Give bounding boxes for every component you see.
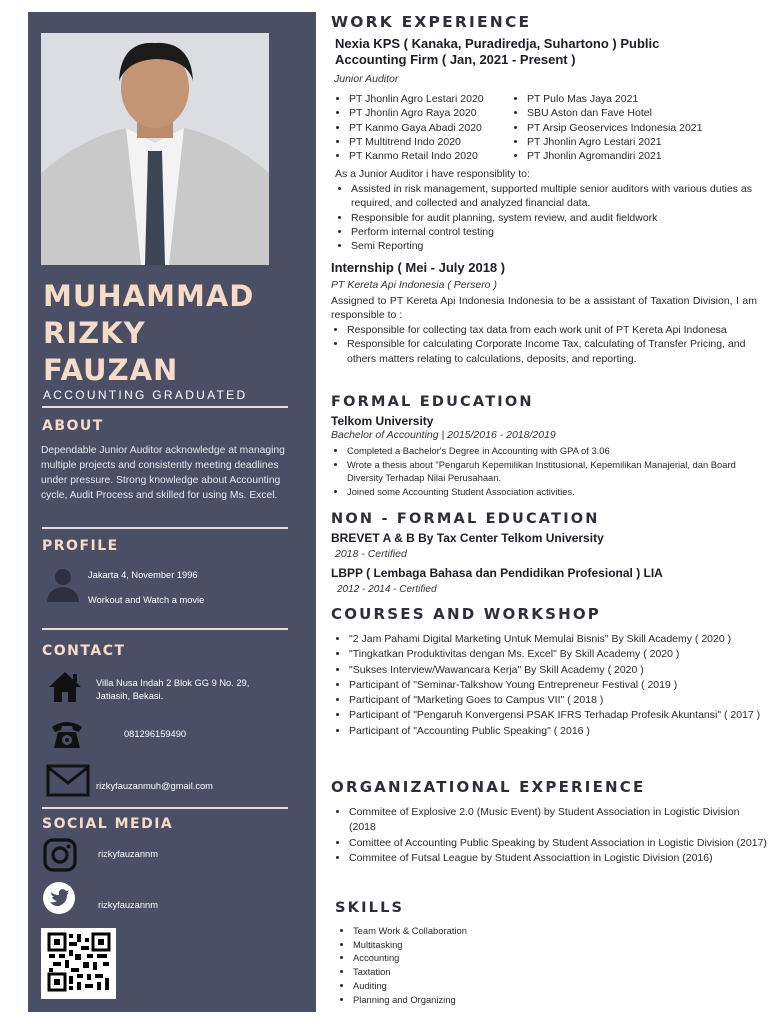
list-item: • PT Jhonlin Agromandiri 2021: [527, 149, 768, 163]
list-item: • Team Work & Collaboration: [353, 924, 653, 938]
instagram-icon: [43, 838, 77, 877]
school-name: Telkom University: [331, 414, 434, 428]
list-item: • PT Pulo Mas Jaya 2021: [527, 92, 768, 106]
internship-title: Internship ( Mei - July 2018 ): [331, 260, 506, 275]
org-line-1: Nexia KPS ( Kanaka, Puradiredja, Suhartono ) Public: [335, 36, 660, 51]
profile-photo: [41, 33, 269, 265]
list-item: • Responsible for audit planning, system review, and audit fieldwork: [351, 211, 768, 225]
clients-left-list: [333, 92, 529, 163]
nonformal-item-1: BREVET A & B By Tax Center Telkom University: [331, 531, 604, 545]
organizational-experience-list: [333, 805, 768, 866]
name-line-1: MUHAMMAD: [43, 279, 255, 313]
profile-title: PROFILE: [42, 538, 119, 554]
list-item: • Participant of "Marketing Goes to Campus VII" ( 2018 ): [349, 693, 763, 708]
divider: [42, 807, 288, 809]
list-item: • "Tingkatkan Produktivitas dengan Ms. Excel" By Skill Academy ( 2020 ): [349, 647, 763, 662]
list-item: • Wrote a thesis about "Pengaruh Kepemilikan Institusional, Kepemilikan Manajerial, dan Board Diversity Terhadap Nilai Perusahaan.: [347, 458, 768, 485]
formal-education-list: [331, 444, 768, 499]
non-formal-education-title: NON - FORMAL EDUCATION: [331, 511, 600, 527]
name-line-3: FAUZAN: [43, 353, 179, 387]
courses-list: [333, 632, 763, 739]
list-item: • Comittee of Accounting Public Speaking by Student Association in Logistic Division (2017): [349, 836, 768, 851]
responsibility-intro: As a Junior Auditor i have responsiblity to:: [335, 168, 530, 180]
clients-right-list: [511, 92, 768, 163]
work-experience-title: WORK EXPERIENCE: [331, 13, 532, 31]
list-item: • Semi Reporting: [351, 239, 768, 253]
list-item: • PT Arsip Geoservices Indonesia 2021: [527, 121, 768, 135]
list-item: • Participant of "Accounting Public Speaking" ( 2016 ): [349, 724, 763, 739]
list-item: • PT Jhonlin Agro Raya 2020: [349, 106, 529, 120]
responsibility-list: [335, 182, 768, 253]
nonformal-item-1-year: 2018 - Certified: [335, 548, 407, 560]
nonformal-item-2: LBPP ( Lembaga Bahasa dan Pendidikan Profesional ) LIA: [331, 566, 663, 580]
phone-icon: [49, 717, 85, 756]
work-organization: [335, 36, 659, 68]
list-item: • Commitee of Explosive 2.0 (Music Event) by Student Association in Logistic Division (2018: [349, 805, 768, 836]
list-item: • "2 Jam Pahami Digital Marketing Untuk Memulai Bisnis" By Skill Academy ( 2020 ): [349, 632, 763, 647]
list-item: • Taxtation: [353, 965, 653, 979]
sidebar: [28, 12, 316, 1012]
list-item: • Completed a Bachelor's Degree in Accounting with GPA of 3.06: [347, 444, 768, 458]
person-name: [43, 278, 254, 389]
list-item: • Accounting: [353, 951, 653, 965]
list-item: • "Sukses Interview/Wawancara Kerja" By Skill Academy ( 2020 ): [349, 663, 763, 678]
list-item: • PT Kanmo Retail Indo 2020: [349, 149, 529, 163]
courses-title: COURSES AND WORKSHOP: [331, 605, 601, 623]
skills-list: [337, 924, 653, 1006]
list-item: • Commitee of Futsal League by Student Associattion in Logistic Division (2016): [349, 851, 768, 866]
divider: [42, 628, 288, 630]
twitter-handle[interactable]: rizkyfauzannm: [98, 900, 158, 910]
list-item: • PT Multitrend Indo 2020: [349, 135, 529, 149]
list-item: • Perform internal control testing: [351, 225, 768, 239]
list-item: • Responsible for calculating Corporate Income Tax, calculating of Transfer Pricing, and others matters relating to calculations, deposits, and reporting.: [347, 337, 768, 366]
twitter-icon: [42, 881, 76, 920]
internship-intro: Assigned to PT Kereta Api Indonesia Indonesia to be a assistant of Taxation Division, I am responsible to :: [331, 295, 757, 321]
list-item: • Joined some Accounting Student Association activities.: [347, 485, 768, 499]
degree-info: Bachelor of Accounting | 2015/2016 - 2018/2019: [331, 429, 556, 441]
internship-company: PT Kereta Api Indonesia ( Persero ): [331, 279, 497, 291]
list-item: • SBU Aston dan Fave Hotel: [527, 106, 768, 120]
home-icon: [47, 670, 83, 709]
hobby-info: Workout and Watch a movie: [88, 595, 205, 605]
address-line-1: Villa Nusa Indah 2 Blok GG 9 No. 29,: [96, 678, 250, 688]
qr-code: [41, 928, 116, 999]
birth-info: Jakarta 4, November 1996: [88, 570, 198, 580]
list-item: • Responsible for collecting tax data from each work unit of PT Kereta Api Indonesa: [347, 323, 768, 337]
list-item: • PT Kanmo Gaya Abadi 2020: [349, 121, 529, 135]
address-line-2: Jatiasih, Bekasi.: [96, 691, 164, 701]
list-item: • Participant of "Pengaruh Konvergensi PSAK IFRS Terhadap Profesik Akuntansi" ( 2017 ): [349, 708, 763, 723]
phone-number[interactable]: 081296159490: [124, 729, 187, 739]
divider: [42, 406, 288, 408]
nonformal-item-2-year: 2012 - 2014 - Certified: [337, 584, 437, 595]
list-item: • Multitasking: [353, 938, 653, 952]
divider: [42, 527, 288, 529]
list-item: • PT Jhonlin Agro Lestari 2020: [349, 92, 529, 106]
internship-list: [331, 323, 768, 366]
social-media-title: SOCIAL MEDIA: [42, 816, 174, 832]
org-line-2: Accounting Firm ( Jan, 2021 - Present ): [335, 52, 576, 67]
instagram-handle[interactable]: rizkyfauzannm: [98, 849, 158, 859]
list-item: • Planning and Organizing: [353, 993, 653, 1007]
formal-education-title: FORMAL EDUCATION: [331, 394, 534, 410]
skills-title: SKILLS: [335, 900, 405, 916]
list-item: • Assisted in risk management, supported multiple senior auditors with various duties as required, and collected and analyzed financial data.: [351, 182, 768, 211]
name-line-2: RIZKY: [43, 316, 146, 350]
email-icon: [46, 764, 90, 802]
about-title: ABOUT: [42, 418, 104, 434]
job-subtitle: ACCOUNTING GRADUATED: [43, 388, 248, 402]
list-item: • Auditing: [353, 979, 653, 993]
organizational-experience-title: ORGANIZATIONAL EXPERIENCE: [331, 778, 646, 796]
contact-title: CONTACT: [42, 643, 126, 659]
work-role: Junior Auditor: [334, 73, 399, 85]
email-address[interactable]: rizkyfauzanmuh@gmail.com: [96, 781, 213, 791]
about-text: Dependable Junior Auditor acknowledge at managing multiple projects and consistently meeting deadlines under pressure. Strong knowledge about Accounting cycle, Audit Process and skilled for using Ms. Excel.: [41, 445, 285, 501]
list-item: • Participant of "Seminar-Talkshow Young Entrepreneur Festival ( 2019 ): [349, 678, 763, 693]
list-item: • PT Jhonlin Agro Lestari 2021: [527, 135, 768, 149]
person-icon: [46, 567, 80, 608]
